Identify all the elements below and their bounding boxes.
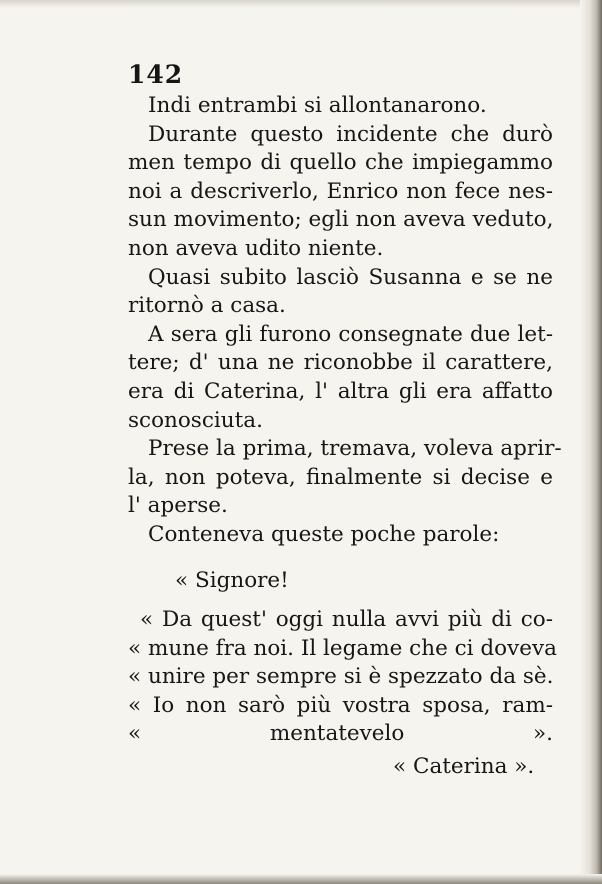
body-text [128,92,562,550]
page-binding-edge [580,0,602,884]
letter-line: « Io non sarò più vostra sposa, ram- [128,692,553,718]
letter-line: « mune fra noi. Il legame che ci doveva [128,635,557,661]
letter-body [128,606,557,749]
paragraph-4 [128,321,553,435]
letter-line: « mentatevelo ». [128,721,553,747]
letter-greeting: « Signore! [175,568,289,593]
text-line: tere; d' una ne riconobbe il carattere, [128,350,553,376]
paragraph-5 [128,435,562,521]
text-line: Durante questo incidente che durò [148,121,553,147]
text-line: A sera gli furono consegnate due let- [148,321,553,347]
letter-line: « Da quest' oggi nulla avvi più di co- [140,607,553,632]
letter-signature: « Caterina ». [393,754,535,779]
paragraph-6 [128,521,553,550]
paragraph-2 [128,121,553,264]
page-number: 142 [128,60,184,89]
text-line: Indi entrambi si allontanarono. [148,93,487,118]
letter-line: « unire per sempre si è spezzato da sè. [128,664,554,690]
text-line: Quasi subito lasciò Susanna e se ne [148,264,553,290]
text-line: sconosciuta. [128,407,263,433]
text-line: ritornò a casa. [128,293,286,319]
paragraph-1 [128,92,553,121]
text-line: men tempo di quello che impiegammo [128,150,553,176]
text-line: la, non poteva, finalmente si decise e [128,464,553,490]
text-line: non aveva udito niente. [128,235,384,261]
text-line: l' aperse. [128,493,228,519]
page-top-edge [0,0,602,8]
text-line: noi a descriverlo, Enrico non fece nes- [128,178,553,204]
text-line: Conteneva queste poche parole: [148,521,500,547]
text-line: Prese la prima, tremava, voleva aprir- [148,436,562,462]
text-line: era di Caterina, l' altra gli era affatto [128,378,553,404]
page-bottom-edge [0,874,602,884]
text-line: sun movimento; egli non aveva veduto, [128,207,554,233]
paragraph-3 [128,264,553,321]
